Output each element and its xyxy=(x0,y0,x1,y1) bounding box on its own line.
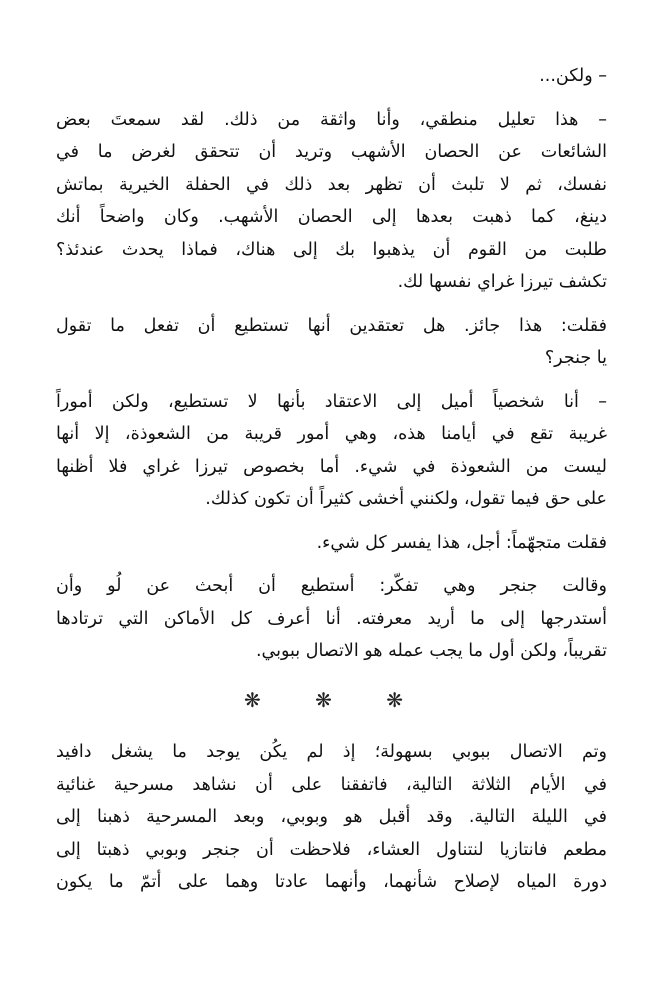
text-line: على حق فيما تقول، ولكنني أخشى كثيراً أن تكون كذلك. xyxy=(205,489,607,509)
paragraph xyxy=(56,104,607,299)
text-line: طلبت من القوم أن يذهبوا بك إلى هناك، فماذا يحدث عندئذ؟ xyxy=(56,239,607,260)
text-line: نفسك، ثم لا تلبث أن تظهر بعد ذلك في الحفلة الخيرية بماتش xyxy=(56,174,607,195)
text-line: – ولكن... xyxy=(539,66,607,86)
text-line: مطعم فانتازيا لنتناول العشاء، فلاحظت أن جنجر وبوبي ذهبتا إلى xyxy=(56,839,607,860)
text-line: دورة المياه لإصلاح شأنهما، وأنهما عادتا وهما على أتمّ ما يكون xyxy=(56,872,607,892)
paragraph xyxy=(56,310,607,375)
text-line: غريبة تقع في أيامنا هذه، وهي أمور قريبة من الشعوذة، إلا أنها xyxy=(56,424,607,444)
text-line: – أنا شخصياً أميل إلى الاعتقاد بأنها لا تستطيع، ولكن أموراً xyxy=(56,391,607,412)
text-line: في الليلة التالية. وقد أقبل هو وبوبي، وبعد المسرحية ذهبنا إلى xyxy=(56,807,607,827)
text-line: أستدرجها إلى ما أريد معرفته. أنا أعرف كل الأماكن التي ترتادها xyxy=(56,608,607,629)
text-line: تكشف تيرزا غراي نفسها لك. xyxy=(397,272,607,292)
asterism-icon: ❋ xyxy=(315,687,348,712)
paragraph xyxy=(56,736,607,899)
asterism-icon: ❋ xyxy=(243,687,277,712)
text-line: وتم الاتصال ببوبي بسهولة؛ إذ لم يكُن يوجد ما يشغل دافيد xyxy=(56,742,607,762)
text-line: فقلت: هذا جائز. هل تعتقدين أنها تستطيع أن تفعل ما تقول xyxy=(56,315,607,336)
paragraph xyxy=(56,60,607,93)
text-line: وقالت جنجر وهي تفكّر: أستطيع أن أبحث عن لُو وأن xyxy=(56,576,607,596)
paragraph xyxy=(56,570,607,668)
text-line: يا جنجر؟ xyxy=(544,348,607,368)
text-line: فقلت متجهّماً: أجل، هذا يفسر كل شيء. xyxy=(316,532,607,553)
text-line: في الأيام الثلاثة التالية، فاتفقنا على أن نشاهد مسرحية غنائية xyxy=(56,774,607,795)
text-line: ليست من الشعوذة في شيء. أما بخصوص تيرزا غراي فلا أظنها xyxy=(56,456,607,477)
text-line: دينغ، كما ذهبت بعدها إلى الحصان الأشهب. وكان واضحاً أنك xyxy=(56,207,607,227)
text-line: الشائعات عن الحصان الأشهب وتريد أن تتحقق لغرض ما في xyxy=(56,142,607,162)
asterism-icon: ❋ xyxy=(386,687,419,712)
paragraph xyxy=(56,386,607,516)
paragraph xyxy=(56,527,607,560)
text-line: تقريباً، ولكن أول ما يجب عمله هو الاتصال ببوبي. xyxy=(255,641,607,661)
text-line: – هذا تعليل منطقي، وأنا واثقة من ذلك. لقد سمعتَ بعض xyxy=(56,109,607,130)
section-separator xyxy=(56,684,607,717)
